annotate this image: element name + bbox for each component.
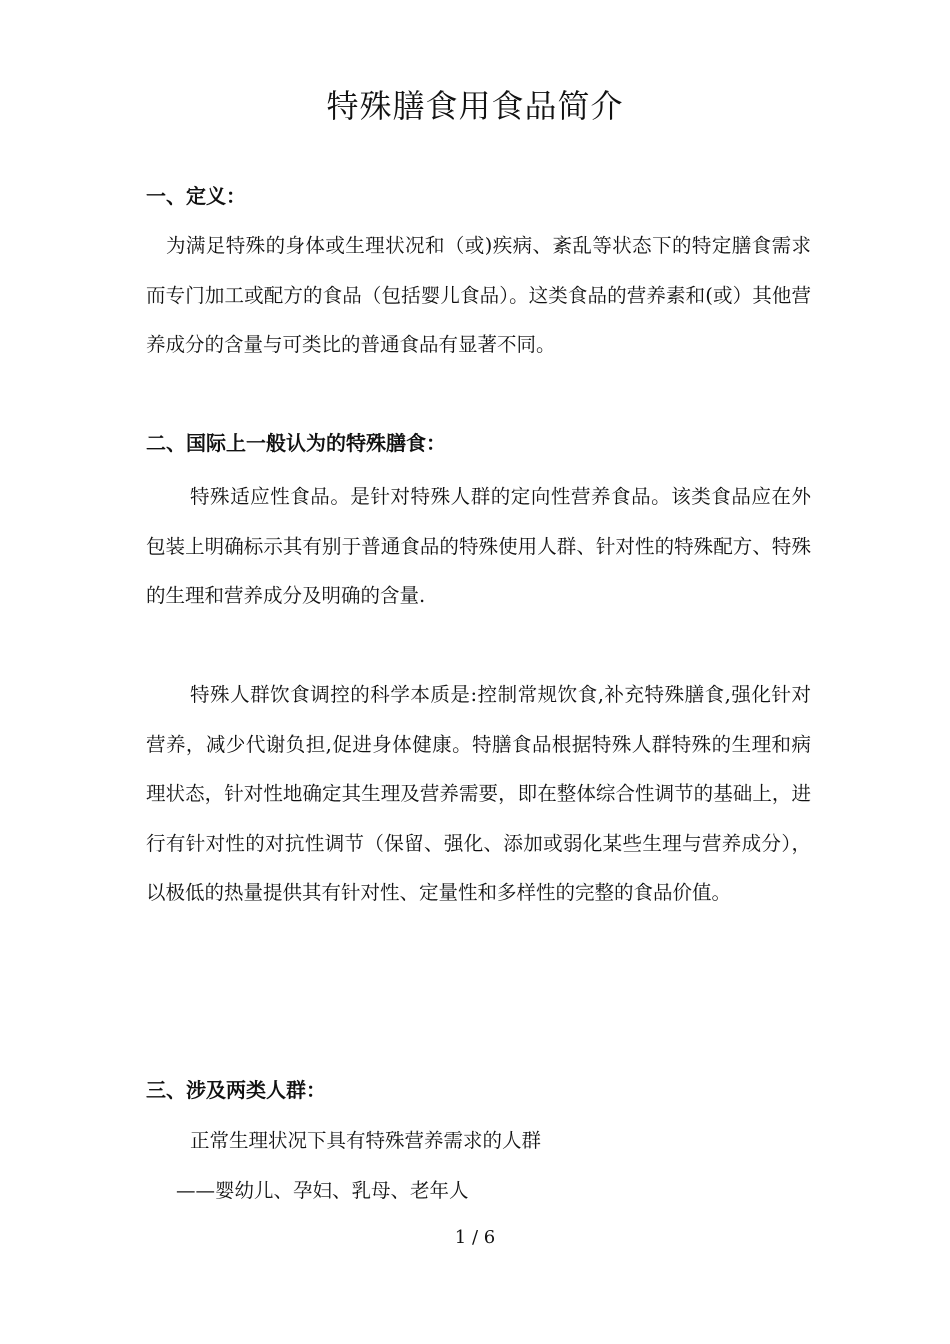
document-title: 特殊膳食用食品简介	[326, 87, 624, 125]
groups-line-2: ——婴幼儿、孕妇、乳母、老年人	[176, 1179, 469, 1202]
section-heading-international: 二、国际上一般认为的特殊膳食：	[146, 431, 446, 455]
groups-line-1: 正常生理状况下具有特殊营养需求的人群	[190, 1129, 542, 1152]
section-heading-groups: 三、涉及两类人群：	[146, 1078, 326, 1102]
section-heading-definition: 一、定义：	[146, 184, 246, 208]
international-paragraph-1: 特殊适应性食品。是针对特殊人群的定向性营养食品。该类食品应在外包装上明确标示其有别于普通食品的特殊使用人群、针对性的特殊配方、特殊的生理和营养成分及明确的含量.	[146, 485, 811, 607]
definition-paragraph: 为满足特殊的身体或生理状况和（或)疾病、紊乱等状态下的特定膳食需求而专门加工或配方的食品（包括婴儿食品）。这类食品的营养素和(或）其他营养成分的含量与可类比的普通食品有显著不同。	[146, 234, 811, 356]
international-paragraph-2: 特殊人群饮食调控的科学本质是:控制常规饮食,补充特殊膳食,强化针对营养，减少代谢负担,促进身体健康。特膳食品根据特殊人群特殊的生理和病理状态，针对性地确定其生理及营养需要，即在整体综合性调节的基础上，进行有针对性的对抗性调节（保留、强化、添加或弱化某些生理与营养成分），以极低的热量提供其有针对性、定量性和多样性的完整的食品价值。	[146, 683, 811, 904]
page-number: 1 / 6	[454, 1227, 496, 1248]
